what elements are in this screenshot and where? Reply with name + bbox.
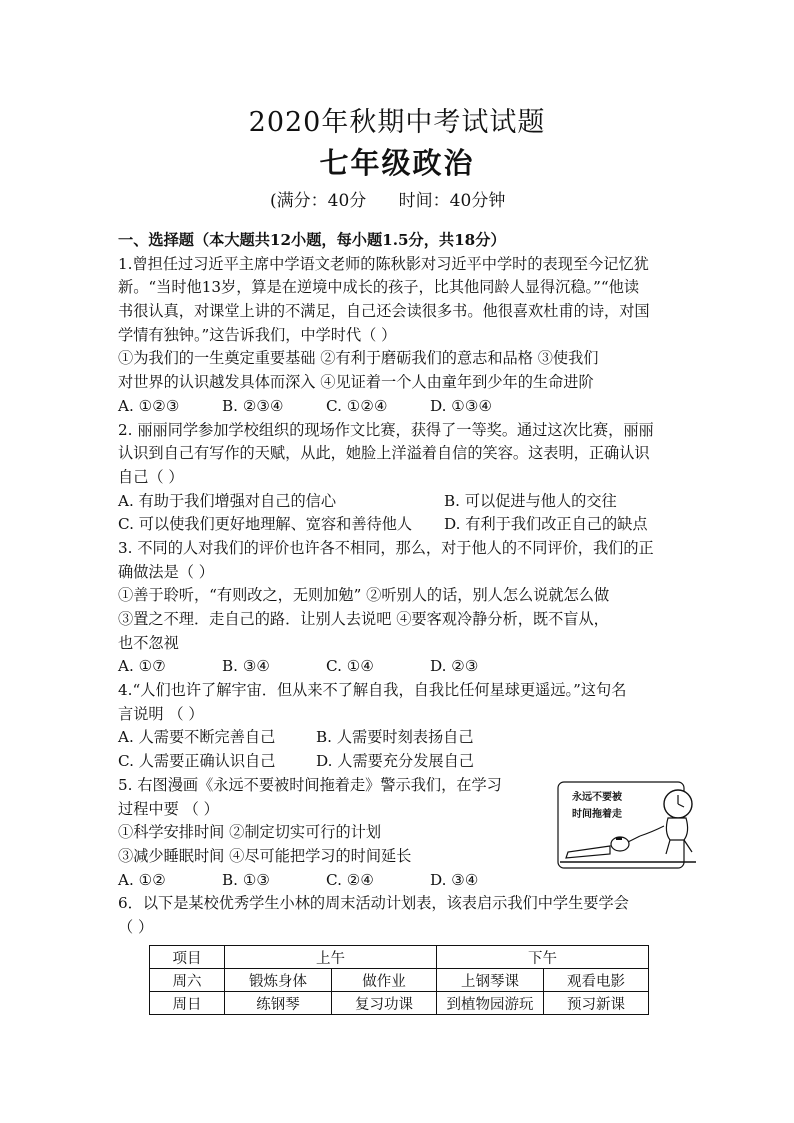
table-cell: 周日	[150, 992, 225, 1015]
q4-option-a: A. 人需要不断完善自己	[118, 728, 276, 747]
q5-line: ③减少睡眠时间 ④尽可能把学习的时间延长	[118, 846, 412, 865]
q2-line: 认识到自己有写作的天赋，从此，她脸上洋溢着自信的笑容。这表明，正确认识	[118, 444, 650, 463]
q5-option-c: C. ②④	[326, 870, 374, 889]
q1-line: ①为我们的一生奠定重要基础 ②有利于磨砺我们的意志和品格 ③使我们	[118, 349, 599, 368]
cartoon-caption-2: 时间拖着走	[572, 808, 622, 820]
q5-block	[118, 774, 684, 892]
q1-option-d: D. ①③④	[430, 396, 493, 415]
q4-options-row	[118, 750, 684, 774]
q5-line: 过程中要 （ ）	[118, 799, 219, 818]
q2-options-row	[118, 513, 684, 537]
q3-line: ①善于聆听，“有则改之，无则加勉” ②听别人的话，别人怎么说就怎么做	[118, 586, 610, 605]
table-cell: 到植物园游玩	[437, 992, 544, 1015]
q1-option-a: A. ①②③	[118, 396, 180, 415]
section-heading: 一、选择题（本大题共12小题，每小题1.5分，共18分）	[118, 231, 506, 249]
q3-line: 3. 不同的人对我们的评价也许各不相同，那么，对于他人的不同评价，我们的正	[118, 538, 654, 557]
q3-options	[118, 655, 684, 679]
weekend-plan-table	[149, 945, 649, 1015]
table-cell: 预习新课	[544, 992, 649, 1015]
q5-line: 5. 右图漫画《永远不要被时间拖着走》警示我们，在学习	[118, 775, 502, 794]
q1-line: 1.曾担任过习近平主席中学语文老师的陈秋影对习近平中学时的表现至今记忆犹	[118, 254, 649, 273]
cartoon-illustration	[546, 774, 706, 874]
table-cell: 做作业	[332, 969, 437, 992]
q2-options-row	[118, 490, 684, 514]
table-row	[150, 969, 649, 992]
table-cell: 周六	[150, 969, 225, 992]
q2-option-b: B. 可以促进与他人的交往	[444, 491, 617, 510]
q4-line: 4.“人们也许了解宇宙．但从来不了解自我，自我比任何星球更遥远。”这句名	[118, 681, 627, 700]
cartoon-caption-1: 永远不要被	[572, 791, 622, 803]
q5-option-b: B. ①③	[222, 870, 271, 889]
q3-line: ③置之不理．走自己的路．让别人去说吧 ④要客观冷静分析，既不盲从，	[118, 610, 609, 628]
q1-option-c: C. ①②④	[326, 396, 388, 415]
q5-line: ①科学安排时间 ②制定切实可行的计划	[118, 823, 382, 842]
table-header-cell: 项目	[150, 946, 225, 969]
table-row	[150, 992, 649, 1015]
q6-line: （ ）	[118, 917, 154, 936]
exam-content	[118, 229, 684, 940]
q3-line: 确做法是（ ）	[118, 562, 214, 581]
q1-line: 对世界的认识越发具体而深入 ④见证着一个人由童年到少年的生命进阶	[118, 373, 594, 392]
q1-option-b: B. ②③④	[222, 396, 284, 415]
q3-line: 也不忽视	[118, 633, 179, 652]
q4-option-d: D. 人需要充分发展自己	[316, 752, 474, 771]
table-cell: 复习功课	[332, 992, 437, 1015]
q4-option-c: C. 人需要正确认识自己	[118, 752, 276, 771]
q1-line: 学情有独钟。”这告诉我们，中学时代（ ）	[118, 325, 397, 344]
q2-line: 自己（ ）	[118, 467, 184, 486]
q2-line: 2. 丽丽同学参加学校组织的现场作文比赛，获得了一等奖。通过这次比赛，丽丽	[118, 420, 654, 439]
q5-option-a: A. ①②	[118, 870, 166, 889]
table-header-cell: 上午	[225, 946, 437, 969]
q4-option-b: B. 人需要时刻表扬自己	[316, 728, 474, 747]
q2-option-d: D. 有利于我们改正自己的缺点	[444, 515, 648, 534]
q4-line: 言说明 （ ）	[118, 704, 204, 723]
q1-line: 新。“当时他13岁，算是在逆境中成长的孩子，比其他同龄人显得沉稳。”“他读	[118, 278, 640, 297]
table-cell: 观看电影	[544, 969, 649, 992]
table-cell: 锻炼身体	[225, 969, 332, 992]
q2-option-a: A. 有助于我们增强对自己的信心	[118, 491, 337, 510]
q3-option-a: A. ①⑦	[118, 657, 166, 676]
q4-options-row	[118, 726, 684, 750]
exam-title: 2020年秋期中考试试题	[248, 107, 546, 138]
table-cell: 练钢琴	[225, 992, 332, 1015]
exam-meta: (满分：40分 时间：40分钟	[270, 191, 506, 211]
table-header-row	[150, 946, 649, 969]
q1-options	[118, 395, 684, 419]
table-header-cell: 下午	[437, 946, 649, 969]
q3-option-d: D. ②③	[430, 657, 479, 676]
table-cell: 上钢琴课	[437, 969, 544, 992]
q3-option-b: B. ③④	[222, 657, 271, 676]
q5-option-d: D. ③④	[430, 870, 479, 889]
q1-line: 书很认真，对课堂上讲的不满足，自己还会读很多书。他很喜欢杜甫的诗，对国	[118, 302, 650, 321]
q6-line: 6．以下是某校优秀学生小林的周末活动计划表，该表启示我们中学生要学会	[118, 894, 629, 913]
exam-subject: 七年级政治	[319, 146, 475, 180]
q2-option-c: C. 可以使我们更好地理解、宽容和善待他人	[118, 515, 413, 534]
q3-option-c: C. ①④	[326, 657, 374, 676]
